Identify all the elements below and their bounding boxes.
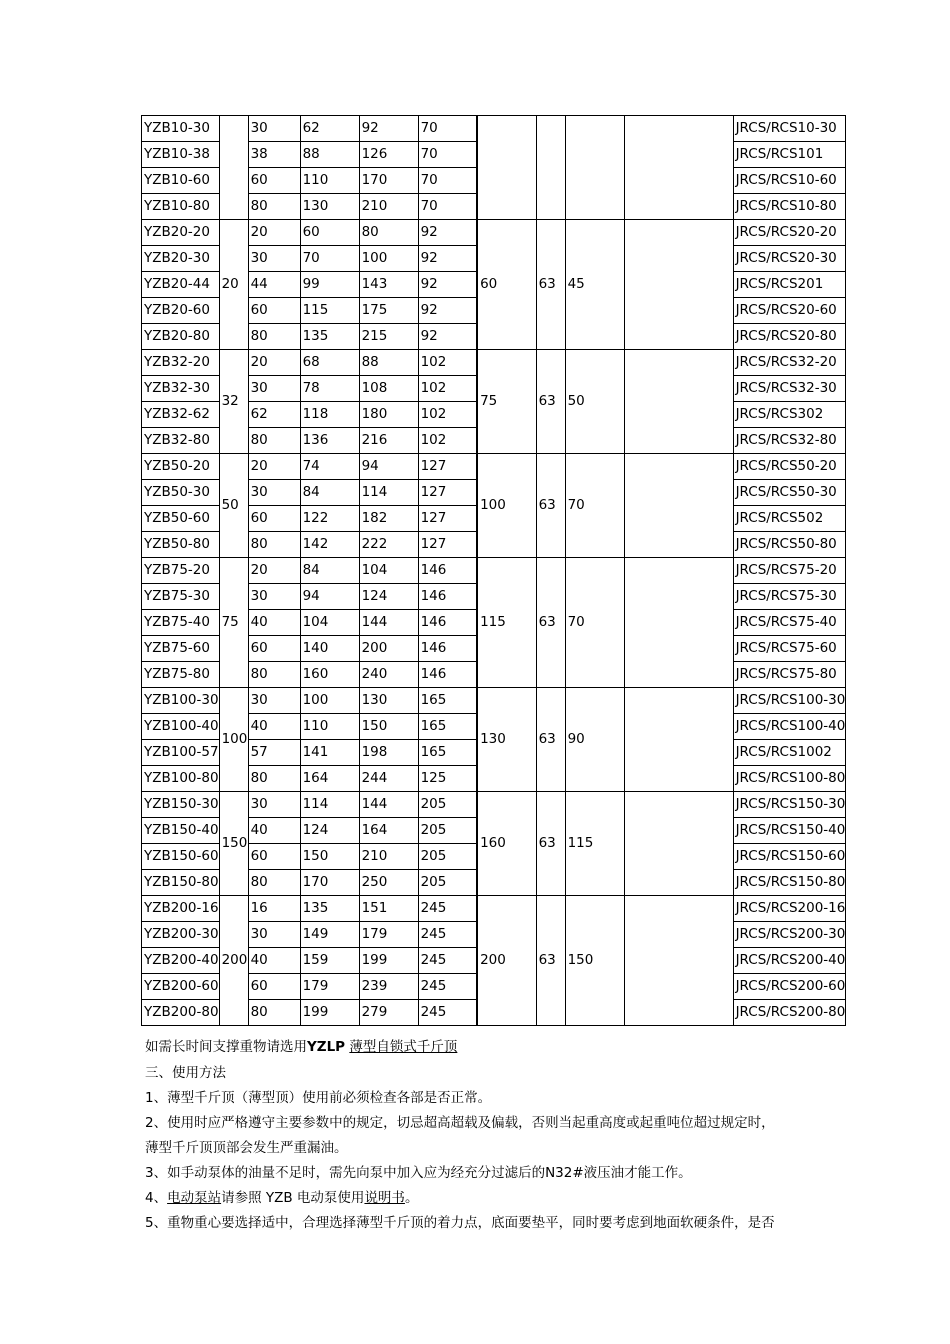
model-cell: YZB32-20 <box>142 350 220 376</box>
height-cell: 84 <box>300 558 359 584</box>
height-cell: 74 <box>300 454 359 480</box>
model-cell: YZB32-80 <box>142 428 220 454</box>
width-cell: 70 <box>418 142 477 168</box>
max-height-cell: 250 <box>359 870 418 896</box>
table-row <box>142 220 846 246</box>
blank-cell <box>624 896 733 1026</box>
width-cell: 245 <box>418 896 477 922</box>
height-cell: 150 <box>300 844 359 870</box>
pump-model-cell: JRCS/RCS75-40 <box>733 610 846 636</box>
bore-cell: 50 <box>219 454 248 558</box>
width-cell: 92 <box>418 324 477 350</box>
stroke-cell: 30 <box>248 246 300 272</box>
spec-g-cell: 63 <box>536 558 565 688</box>
width-cell: 92 <box>418 220 477 246</box>
model-cell: YZB50-60 <box>142 506 220 532</box>
item-4-end: 。 <box>404 1190 419 1206</box>
stroke-cell: 20 <box>248 558 300 584</box>
width-cell: 92 <box>418 272 477 298</box>
max-height-cell: 175 <box>359 298 418 324</box>
stroke-cell: 40 <box>248 818 300 844</box>
spec-f-cell: 160 <box>477 792 536 896</box>
section-title: 三、使用方法 <box>145 1065 226 1081</box>
height-cell: 142 <box>300 532 359 558</box>
spec-h-cell: 70 <box>565 558 624 688</box>
width-cell: 205 <box>418 870 477 896</box>
spec-f-cell: 100 <box>477 454 536 558</box>
height-cell: 88 <box>300 142 359 168</box>
blank-cell <box>624 454 733 558</box>
stroke-cell: 30 <box>248 376 300 402</box>
model-cell: YZB75-80 <box>142 662 220 688</box>
pump-model-cell: JRCS/RCS200-60 <box>733 974 846 1000</box>
max-height-cell: 130 <box>359 688 418 714</box>
width-cell: 245 <box>418 1000 477 1026</box>
spec-g-cell: 63 <box>536 220 565 350</box>
stroke-cell: 38 <box>248 142 300 168</box>
width-cell: 102 <box>418 376 477 402</box>
blank-cell <box>624 558 733 688</box>
pump-model-cell: JRCS/RCS200-30 <box>733 922 846 948</box>
height-cell: 118 <box>300 402 359 428</box>
width-cell: 146 <box>418 584 477 610</box>
item-2-line-2: 薄型千斤顶顶部会发生严重漏油。 <box>145 1140 348 1156</box>
pump-model-cell: JRCS/RCS201 <box>733 272 846 298</box>
max-height-cell: 94 <box>359 454 418 480</box>
model-cell: YZB75-40 <box>142 610 220 636</box>
width-cell: 165 <box>418 714 477 740</box>
max-height-cell: 180 <box>359 402 418 428</box>
stroke-cell: 30 <box>248 480 300 506</box>
max-height-cell: 88 <box>359 350 418 376</box>
spec-g-cell <box>536 116 565 220</box>
spec-h-cell: 115 <box>565 792 624 896</box>
item-3: 3、如手动泵体的油量不足时，需先向泵中加入应为经充分过滤后的N32#液压油才能工作。 <box>145 1165 692 1181</box>
max-height-cell: 200 <box>359 636 418 662</box>
model-cell: YZB10-60 <box>142 168 220 194</box>
pump-model-cell: JRCS/RCS200-80 <box>733 1000 846 1026</box>
pump-model-cell: JRCS/RCS20-30 <box>733 246 846 272</box>
table-row <box>142 350 846 376</box>
model-cell: YZB10-38 <box>142 142 220 168</box>
blank-cell <box>624 116 733 220</box>
table-row <box>142 116 846 142</box>
bore-cell: 150 <box>219 792 248 896</box>
pump-model-cell: JRCS/RCS10-80 <box>733 194 846 220</box>
height-cell: 149 <box>300 922 359 948</box>
stroke-cell: 44 <box>248 272 300 298</box>
bore-cell: 200 <box>219 896 248 1026</box>
height-cell: 136 <box>300 428 359 454</box>
model-cell: YZB100-57 <box>142 740 220 766</box>
bore-cell: 100 <box>219 688 248 792</box>
spec-f-cell: 75 <box>477 350 536 454</box>
note-link[interactable]: 薄型自锁式千斤顶 <box>349 1039 458 1055</box>
max-height-cell: 210 <box>359 194 418 220</box>
stroke-cell: 20 <box>248 350 300 376</box>
model-cell: YZB75-20 <box>142 558 220 584</box>
table-row <box>142 688 846 714</box>
spec-g-cell: 63 <box>536 792 565 896</box>
model-cell: YZB100-30 <box>142 688 220 714</box>
height-cell: 135 <box>300 324 359 350</box>
height-cell: 159 <box>300 948 359 974</box>
pump-model-cell: JRCS/RCS100-30 <box>733 688 846 714</box>
height-cell: 99 <box>300 272 359 298</box>
model-cell: YZB50-20 <box>142 454 220 480</box>
spec-g-cell: 63 <box>536 454 565 558</box>
stroke-cell: 62 <box>248 402 300 428</box>
max-height-cell: 151 <box>359 896 418 922</box>
width-cell: 102 <box>418 350 477 376</box>
width-cell: 102 <box>418 402 477 428</box>
pump-model-cell: JRCS/RCS20-60 <box>733 298 846 324</box>
stroke-cell: 80 <box>248 324 300 350</box>
spec-h-cell: 45 <box>565 220 624 350</box>
item-1: 1、薄型千斤顶（薄型顶）使用前必须检查各部是否正常。 <box>145 1090 492 1106</box>
max-height-cell: 126 <box>359 142 418 168</box>
height-cell: 110 <box>300 714 359 740</box>
model-cell: YZB150-30 <box>142 792 220 818</box>
stroke-cell: 30 <box>248 922 300 948</box>
bore-cell: 20 <box>219 220 248 350</box>
pump-model-cell: JRCS/RCS50-30 <box>733 480 846 506</box>
pump-model-cell: JRCS/RCS150-30 <box>733 792 846 818</box>
stroke-cell: 80 <box>248 870 300 896</box>
max-height-cell: 143 <box>359 272 418 298</box>
note-line <box>145 1035 457 1055</box>
width-cell: 127 <box>418 506 477 532</box>
max-height-cell: 108 <box>359 376 418 402</box>
stroke-cell: 40 <box>248 714 300 740</box>
height-cell: 130 <box>300 194 359 220</box>
width-cell: 205 <box>418 818 477 844</box>
max-height-cell: 222 <box>359 532 418 558</box>
pump-model-cell: JRCS/RCS1002 <box>733 740 846 766</box>
model-cell: YZB32-30 <box>142 376 220 402</box>
max-height-cell: 92 <box>359 116 418 142</box>
pump-model-cell: JRCS/RCS32-80 <box>733 428 846 454</box>
width-cell: 70 <box>418 168 477 194</box>
width-cell: 127 <box>418 454 477 480</box>
model-cell: YZB100-40 <box>142 714 220 740</box>
pump-model-cell: JRCS/RCS50-20 <box>733 454 846 480</box>
bore-cell <box>219 116 248 220</box>
height-cell: 110 <box>300 168 359 194</box>
pump-model-cell: JRCS/RCS32-30 <box>733 376 846 402</box>
stroke-cell: 80 <box>248 766 300 792</box>
width-cell: 146 <box>418 636 477 662</box>
height-cell: 100 <box>300 688 359 714</box>
width-cell: 245 <box>418 948 477 974</box>
max-height-cell: 80 <box>359 220 418 246</box>
table-row <box>142 896 846 922</box>
pump-model-cell: JRCS/RCS75-30 <box>733 584 846 610</box>
max-height-cell: 279 <box>359 1000 418 1026</box>
height-cell: 122 <box>300 506 359 532</box>
model-cell: YZB10-30 <box>142 116 220 142</box>
width-cell: 205 <box>418 792 477 818</box>
height-cell: 62 <box>300 116 359 142</box>
note-bold: YZLP <box>307 1039 346 1055</box>
item-4-text: 请参照 YZB 电动泵使用 <box>221 1190 365 1206</box>
height-cell: 60 <box>300 220 359 246</box>
height-cell: 114 <box>300 792 359 818</box>
height-cell: 179 <box>300 974 359 1000</box>
pump-model-cell: JRCS/RCS302 <box>733 402 846 428</box>
stroke-cell: 60 <box>248 636 300 662</box>
width-cell: 165 <box>418 740 477 766</box>
height-cell: 104 <box>300 610 359 636</box>
model-cell: YZB200-60 <box>142 974 220 1000</box>
width-cell: 245 <box>418 922 477 948</box>
bore-cell: 32 <box>219 350 248 454</box>
pump-model-cell: JRCS/RCS20-20 <box>733 220 846 246</box>
spec-f-cell <box>477 116 536 220</box>
height-cell: 70 <box>300 246 359 272</box>
height-cell: 160 <box>300 662 359 688</box>
max-height-cell: 215 <box>359 324 418 350</box>
model-cell: YZB50-30 <box>142 480 220 506</box>
model-cell: YZB150-40 <box>142 818 220 844</box>
width-cell: 92 <box>418 246 477 272</box>
stroke-cell: 80 <box>248 428 300 454</box>
stroke-cell: 20 <box>248 220 300 246</box>
model-cell: YZB75-60 <box>142 636 220 662</box>
pump-model-cell: JRCS/RCS75-20 <box>733 558 846 584</box>
spec-g-cell: 63 <box>536 350 565 454</box>
model-cell: YZB200-40 <box>142 948 220 974</box>
stroke-cell: 60 <box>248 974 300 1000</box>
stroke-cell: 60 <box>248 298 300 324</box>
pump-model-cell: JRCS/RCS150-80 <box>733 870 846 896</box>
stroke-cell: 40 <box>248 948 300 974</box>
width-cell: 125 <box>418 766 477 792</box>
height-cell: 84 <box>300 480 359 506</box>
max-height-cell: 114 <box>359 480 418 506</box>
spec-f-cell: 115 <box>477 558 536 688</box>
stroke-cell: 30 <box>248 792 300 818</box>
max-height-cell: 244 <box>359 766 418 792</box>
stroke-cell: 80 <box>248 194 300 220</box>
width-cell: 245 <box>418 974 477 1000</box>
spec-g-cell: 63 <box>536 896 565 1026</box>
stroke-cell: 30 <box>248 688 300 714</box>
electric-pump-link[interactable]: 电动泵站 <box>167 1190 222 1206</box>
item-5: 5、重物重心要选择适中，合理选择薄型千斤顶的着力点，底面要垫平，同时要考虑到地面软硬条件，是否 <box>145 1215 775 1231</box>
width-cell: 127 <box>418 480 477 506</box>
spec-h-cell: 70 <box>565 454 624 558</box>
note-prefix: 如需长时间支撑重物请选用 <box>145 1039 307 1055</box>
pump-model-cell: JRCS/RCS150-60 <box>733 844 846 870</box>
spec-h-cell: 90 <box>565 688 624 792</box>
height-cell: 140 <box>300 636 359 662</box>
stroke-cell: 57 <box>248 740 300 766</box>
stroke-cell: 60 <box>248 168 300 194</box>
spec-table <box>141 115 846 1026</box>
spec-f-cell: 130 <box>477 688 536 792</box>
stroke-cell: 80 <box>248 662 300 688</box>
pump-model-cell: JRCS/RCS75-60 <box>733 636 846 662</box>
width-cell: 70 <box>418 194 477 220</box>
height-cell: 68 <box>300 350 359 376</box>
model-cell: YZB150-60 <box>142 844 220 870</box>
max-height-cell: 179 <box>359 922 418 948</box>
max-height-cell: 210 <box>359 844 418 870</box>
max-height-cell: 104 <box>359 558 418 584</box>
item-4-number: 4、 <box>145 1190 168 1206</box>
pump-model-cell: JRCS/RCS100-80 <box>733 766 846 792</box>
height-cell: 115 <box>300 298 359 324</box>
height-cell: 135 <box>300 896 359 922</box>
item-4 <box>145 1186 418 1206</box>
width-cell: 146 <box>418 558 477 584</box>
stroke-cell: 20 <box>248 454 300 480</box>
pump-model-cell: JRCS/RCS101 <box>733 142 846 168</box>
blank-cell <box>624 220 733 350</box>
height-cell: 94 <box>300 584 359 610</box>
max-height-cell: 164 <box>359 818 418 844</box>
table-row <box>142 792 846 818</box>
pump-model-cell: JRCS/RCS75-80 <box>733 662 846 688</box>
max-height-cell: 182 <box>359 506 418 532</box>
width-cell: 146 <box>418 662 477 688</box>
stroke-cell: 16 <box>248 896 300 922</box>
pump-model-cell: JRCS/RCS20-80 <box>733 324 846 350</box>
blank-cell <box>624 350 733 454</box>
model-cell: YZB50-80 <box>142 532 220 558</box>
max-height-cell: 198 <box>359 740 418 766</box>
stroke-cell: 60 <box>248 844 300 870</box>
model-cell: YZB20-80 <box>142 324 220 350</box>
width-cell: 146 <box>418 610 477 636</box>
model-cell: YZB75-30 <box>142 584 220 610</box>
spec-h-cell: 150 <box>565 896 624 1026</box>
pump-model-cell: JRCS/RCS10-30 <box>733 116 846 142</box>
max-height-cell: 150 <box>359 714 418 740</box>
height-cell: 199 <box>300 1000 359 1026</box>
max-height-cell: 239 <box>359 974 418 1000</box>
model-cell: YZB20-20 <box>142 220 220 246</box>
model-cell: YZB32-62 <box>142 402 220 428</box>
max-height-cell: 144 <box>359 610 418 636</box>
model-cell: YZB100-80 <box>142 766 220 792</box>
stroke-cell: 30 <box>248 584 300 610</box>
model-cell: YZB20-30 <box>142 246 220 272</box>
max-height-cell: 100 <box>359 246 418 272</box>
max-height-cell: 144 <box>359 792 418 818</box>
blank-cell <box>624 688 733 792</box>
max-height-cell: 199 <box>359 948 418 974</box>
width-cell: 102 <box>418 428 477 454</box>
pump-model-cell: JRCS/RCS50-80 <box>733 532 846 558</box>
stroke-cell: 80 <box>248 1000 300 1026</box>
spec-f-cell: 200 <box>477 896 536 1026</box>
spec-g-cell: 63 <box>536 688 565 792</box>
stroke-cell: 60 <box>248 506 300 532</box>
width-cell: 127 <box>418 532 477 558</box>
pump-model-cell: JRCS/RCS10-60 <box>733 168 846 194</box>
height-cell: 124 <box>300 818 359 844</box>
model-cell: YZB200-30 <box>142 922 220 948</box>
model-cell: YZB20-60 <box>142 298 220 324</box>
model-cell: YZB200-16 <box>142 896 220 922</box>
pump-model-cell: JRCS/RCS200-40 <box>733 948 846 974</box>
max-height-cell: 216 <box>359 428 418 454</box>
manual-link[interactable]: 说明书 <box>364 1190 405 1206</box>
width-cell: 165 <box>418 688 477 714</box>
pump-model-cell: JRCS/RCS32-20 <box>733 350 846 376</box>
model-cell: YZB10-80 <box>142 194 220 220</box>
spec-h-cell: 50 <box>565 350 624 454</box>
spec-h-cell <box>565 116 624 220</box>
bore-cell: 75 <box>219 558 248 688</box>
stroke-cell: 30 <box>248 116 300 142</box>
spec-f-cell: 60 <box>477 220 536 350</box>
table-row <box>142 558 846 584</box>
model-cell: YZB150-80 <box>142 870 220 896</box>
max-height-cell: 170 <box>359 168 418 194</box>
width-cell: 205 <box>418 844 477 870</box>
max-height-cell: 124 <box>359 584 418 610</box>
pump-model-cell: JRCS/RCS502 <box>733 506 846 532</box>
height-cell: 141 <box>300 740 359 766</box>
height-cell: 78 <box>300 376 359 402</box>
stroke-cell: 80 <box>248 532 300 558</box>
model-cell: YZB20-44 <box>142 272 220 298</box>
pump-model-cell: JRCS/RCS150-40 <box>733 818 846 844</box>
table-row <box>142 454 846 480</box>
height-cell: 164 <box>300 766 359 792</box>
height-cell: 170 <box>300 870 359 896</box>
width-cell: 92 <box>418 298 477 324</box>
pump-model-cell: JRCS/RCS200-16 <box>733 896 846 922</box>
blank-cell <box>624 792 733 896</box>
model-cell: YZB200-80 <box>142 1000 220 1026</box>
width-cell: 70 <box>418 116 477 142</box>
item-2-line-1: 2、使用时应严格遵守主要参数中的规定，切忌超高超载及偏载，否则当起重高度或起重吨位超过规定时， <box>145 1115 775 1131</box>
pump-model-cell: JRCS/RCS100-40 <box>733 714 846 740</box>
stroke-cell: 40 <box>248 610 300 636</box>
max-height-cell: 240 <box>359 662 418 688</box>
